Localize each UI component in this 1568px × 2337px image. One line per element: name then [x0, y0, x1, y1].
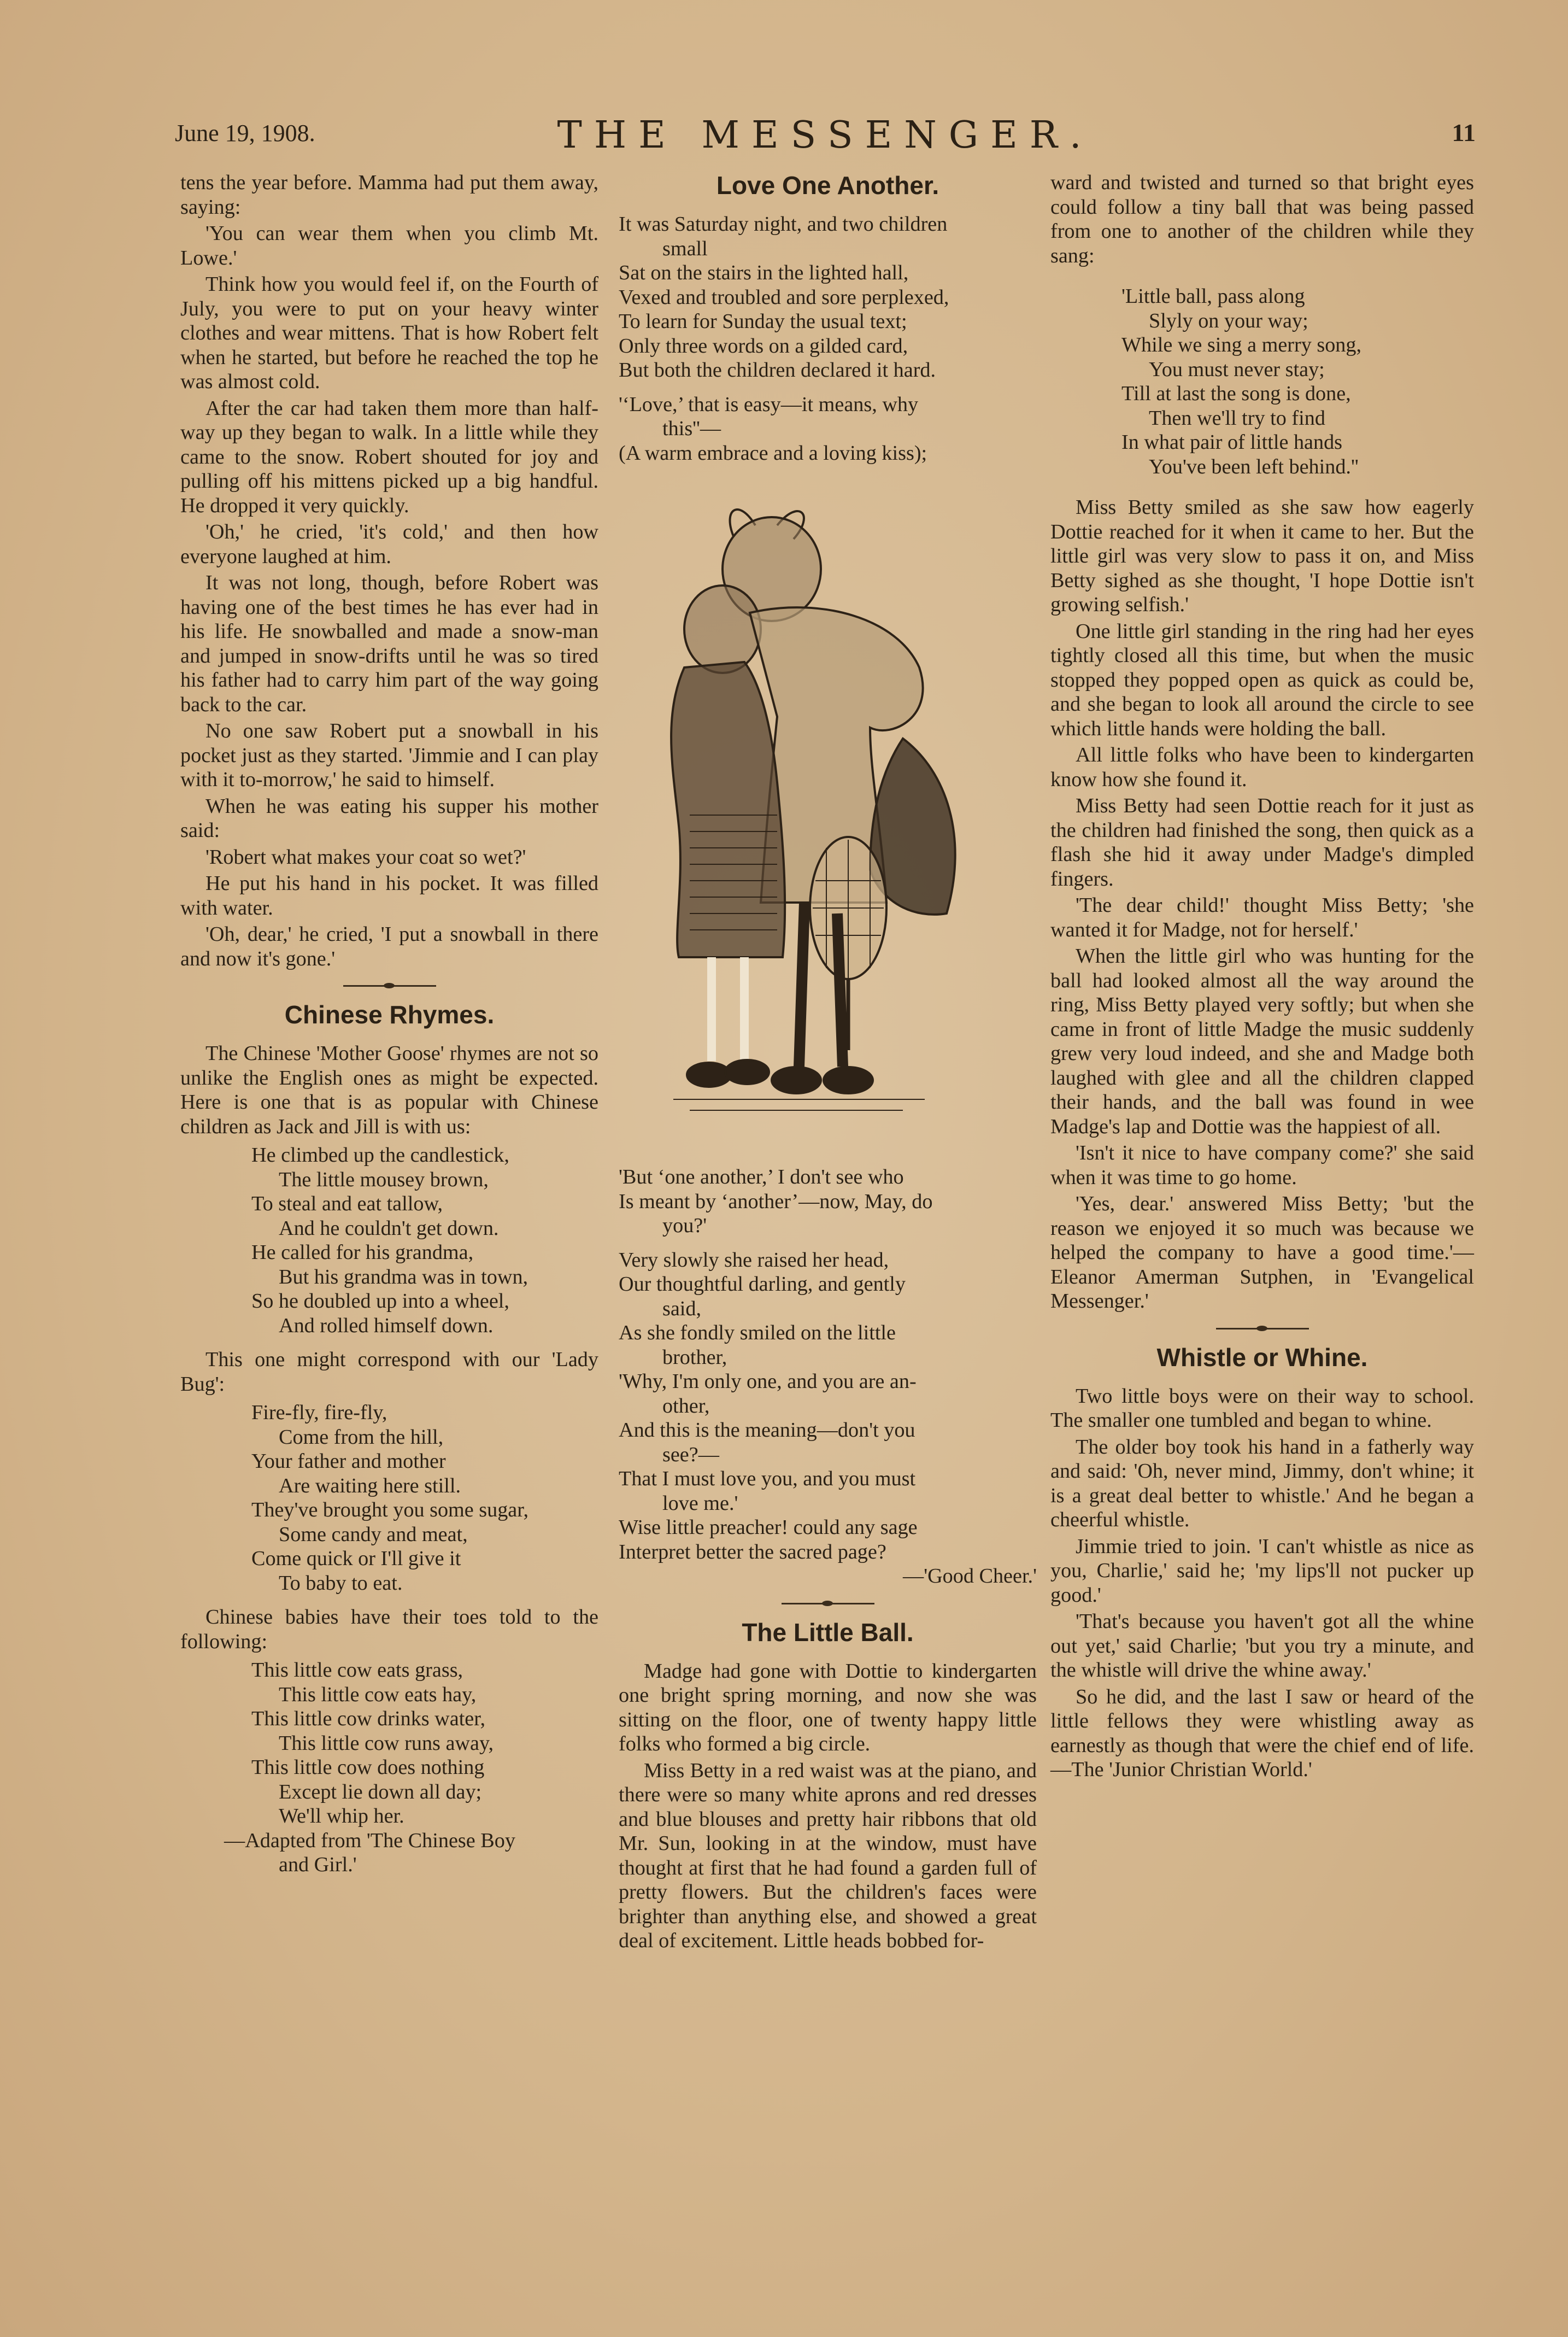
poem-line: love me.'	[662, 1491, 738, 1515]
poem-line: Only three words on a gilded card,	[619, 334, 908, 358]
poem-line: see?—	[662, 1443, 719, 1466]
poem-line: He called for his grandma,	[251, 1241, 474, 1264]
paragraph: It was not long, though, before Robert was having one of the best times he has ever had in his life. He snowballed and made a snow-man and jumped in snow-drifts until he was so tired his father had to carry him part of the way going back to the car.	[180, 571, 598, 716]
song-line: You've been left behind.''	[1149, 455, 1359, 478]
poem-line: Very slowly she raised her head,	[619, 1248, 889, 1272]
poem-line: Is meant by ‘another’—now, May, do	[619, 1190, 933, 1213]
poem-line: Sat on the stairs in the lighted hall,	[619, 261, 909, 284]
paragraph: After the car had taken them more than half-way up they began to walk. In a little while they came to the snow. Robert shouted for joy and pulling off his mittens picked up a big handful. He dropped it very quickly.	[180, 396, 598, 517]
poem-line: Your father and mother	[251, 1450, 446, 1473]
song-little-ball	[1050, 284, 1474, 479]
song-line: 'Little ball, pass along	[1121, 285, 1305, 308]
poem-line: It was Saturday night, and two children	[619, 213, 948, 236]
paragraph: 'That's because you haven't got all the whine out yet,' said Charlie; 'but you try a minute, and the whistle will drive the whine away.'	[1050, 1610, 1474, 1682]
poem-credit: and Girl.'	[279, 1853, 357, 1876]
poem-line: And this is the meaning—don't you	[619, 1419, 915, 1442]
poem-line: 'But ‘one another,’ I don't see who	[619, 1165, 904, 1188]
page-number: 11	[1452, 119, 1476, 147]
poem-line: That I must love you, and you must	[619, 1467, 916, 1490]
poem-line: But both the children declared it hard.	[619, 359, 936, 382]
poem-line: But his grandma was in town,	[279, 1265, 528, 1288]
poem-line: Our thoughtful darling, and gently	[619, 1273, 906, 1296]
poem-line: you?'	[662, 1214, 707, 1237]
poem-line: And rolled himself down.	[279, 1314, 494, 1337]
poem-line: Come quick or I'll give it	[251, 1547, 461, 1570]
paragraph: 'Oh, dear,' he cried, 'I put a snowball in there and now it's gone.'	[180, 923, 598, 970]
section-divider	[782, 1603, 874, 1604]
paragraph: One little girl standing in the ring had her eyes tightly closed all this time, but when the music stopped they popped open as quick as could be, and she began to look all around the circle to see which little hands were holding the ball.	[1050, 619, 1474, 740]
paragraph: Miss Betty in a red waist was at the piano, and there were so many white aprons and red dresses and blue blouses and pretty hair ribbons that old Mr. Sun, looking in at the window, must have thought at first that he had found a garden full of pretty flowers. But the children's faces were brighter than anything else, and showed a great deal of excitement. Little heads bobbed for-	[619, 1759, 1037, 1952]
poem-line: So he doubled up into a wheel,	[251, 1290, 509, 1313]
paragraph: Chinese babies have their toes told to the following:	[180, 1606, 598, 1653]
paragraph: No one saw Robert put a snowball in his pocket just as they started. 'Jimmie and I can play with it to-morrow,' he said to himself.	[180, 719, 598, 791]
poem-line: Wise little preacher! could any sage	[619, 1516, 918, 1539]
poem-line: This little cow runs away,	[279, 1731, 494, 1755]
poem-line: To learn for Sunday the usual text;	[619, 310, 907, 333]
poem-line: We'll whip her.	[279, 1805, 404, 1828]
article-heading: Whistle or Whine.	[1156, 1343, 1368, 1372]
paragraph: Miss Betty smiled as she saw how eagerly Dottie reached for it when it came to her. But the little girl was very slow to pass it on, and Miss Betty sighed as she thought, 'I hope Dottie isn't growing selfish.'	[1050, 496, 1474, 616]
poem-line: The little mousey brown,	[279, 1168, 489, 1191]
paragraph: So he did, and the last I saw or heard of the little fellows they were whistling away as earnestly as though that were the chief end of life.—The 'Junior Christian World.'	[1050, 1685, 1474, 1781]
poem-line: Come from the hill,	[279, 1425, 444, 1449]
article-heading: Chinese Rhymes.	[284, 1000, 495, 1029]
poem-line: (A warm embrace and a loving kiss);	[619, 441, 927, 465]
song-line: In what pair of little hands	[1121, 431, 1343, 454]
poem-line: Except lie down all day;	[279, 1780, 482, 1803]
poem-line: Vexed and troubled and sore perplexed,	[619, 285, 949, 309]
paragraph: The older boy took his hand in a fatherly way and said: 'Oh, never mind, Jimmy, don't whine; it is a great deal better to whistle.' And he began a cheerful whistle.	[1050, 1435, 1474, 1531]
poem-mouse	[180, 1143, 598, 1338]
poem-line: Some candy and meat,	[279, 1522, 468, 1546]
children-embracing-illustration	[641, 487, 1034, 1143]
paragraph: 'Isn't it nice to have company come?' she said when it was time to go home.	[1050, 1141, 1474, 1189]
paragraph: 'You can wear them when you climb Mt. Lowe.'	[180, 222, 598, 270]
poem-credit: —'Good Cheer.'	[903, 1565, 1037, 1588]
paragraph: 'Robert what makes your coat so wet?'	[205, 845, 526, 869]
poem-line: Are waiting here still.	[279, 1474, 461, 1497]
poem-line: This little cow eats grass,	[251, 1659, 463, 1682]
poem-line: To baby to eat.	[279, 1571, 403, 1595]
paragraph: When he was eating his supper his mother said:	[180, 794, 598, 842]
article-heading: The Little Ball.	[742, 1618, 914, 1647]
column-2	[619, 171, 1037, 1955]
paragraph: 'The dear child!' thought Miss Betty; 'she wanted it for Madge, not for herself.'	[1050, 894, 1474, 941]
paragraph: Miss Betty had seen Dottie reach for it just as the children had finished the song, then quick as a flash she hid it away under Madge's dimpled fingers.	[1050, 794, 1474, 891]
poem-line: To steal and eat tallow,	[251, 1192, 443, 1215]
issue-date: June 19, 1908.	[175, 120, 315, 147]
poem-line: This little cow does nothing	[251, 1756, 485, 1779]
poem-line: And he couldn't get down.	[279, 1216, 499, 1240]
poem-line: other,	[662, 1394, 710, 1418]
paragraph: 'Yes, dear.' answered Miss Betty; 'but the reason we enjoyed it so much was because we helped the company to have a good time.'—Eleanor Amerman Sutphen, in 'Evangelical Messenger.'	[1050, 1192, 1474, 1313]
poem-line: They've brought you some sugar,	[251, 1498, 528, 1521]
poem-line: said,	[662, 1297, 702, 1320]
poem-love-one-another	[619, 1165, 1037, 1238]
paragraph: Two little boys were on their way to school. The smaller one tumbled and began to whine.	[1050, 1384, 1474, 1432]
paragraph: 'Oh,' he cried, 'it's cold,' and then how everyone laughed at him.	[180, 520, 598, 568]
poem-line: He climbed up the candlestick,	[251, 1144, 509, 1167]
section-divider	[343, 985, 436, 987]
poem-line: this''—	[662, 417, 721, 440]
poem-line: '‘Love,’ that is easy—it means, why	[619, 393, 919, 416]
column-3	[1050, 171, 1474, 1784]
paragraph: This one might correspond with our 'Lady Bug':	[180, 1348, 598, 1396]
article-heading: Love One Another.	[716, 171, 939, 200]
poem-line: This little cow drinks water,	[251, 1707, 485, 1730]
poem-cow	[180, 1658, 598, 1877]
poem-firefly	[180, 1401, 598, 1595]
poem-line: As she fondly smiled on the little	[619, 1321, 896, 1344]
poem-line: 'Why, I'm only one, and you are an-	[619, 1370, 917, 1393]
poem-line: brother,	[662, 1345, 727, 1369]
paragraph: tens the year before. Mamma had put them away, saying:	[180, 171, 598, 219]
poem-love-one-another	[619, 1248, 1037, 1589]
poem-line: small	[662, 237, 708, 260]
poem-line: This little cow eats hay,	[279, 1683, 477, 1706]
paragraph: When the little girl who was hunting for the ball had looked almost all the way around the ring, Miss Betty played very softly; but when she came in front of little Madge the music suddenly grew very loud indeed, and she and Madge both laughed with glee and all the children clapped their hands, and the ball was found in wee Madge's lap and Dottie was the happiest of all.	[1050, 945, 1474, 1138]
column-1	[180, 171, 598, 1887]
poem-love-one-another	[619, 393, 1037, 466]
poem-credit: —Adapted from 'The Chinese Boy	[224, 1829, 515, 1852]
song-line: Till at last the song is done,	[1121, 382, 1351, 405]
paragraph: Think how you would feel if, on the Fourth of July, you were to put on your heavy winter clothes and wear mittens. That is how Robert felt when he started, but before he reached the top he was almost cold.	[180, 273, 598, 393]
poem-love-one-another	[619, 212, 1037, 383]
paragraph: Madge had gone with Dottie to kindergarten one bright spring morning, and now she was sitting on the floor, one of twenty happy little folks who formed a big circle.	[619, 1659, 1037, 1755]
song-line: You must never stay;	[1149, 358, 1325, 381]
paragraph: The Chinese 'Mother Goose' rhymes are not so unlike the English ones as might be expected. Here is one that is as popular with Chinese children as Jack and Jill is with us:	[180, 1042, 598, 1138]
song-line: Then we'll try to find	[1149, 406, 1325, 430]
masthead	[175, 114, 1476, 157]
paragraph: All little folks who have been to kindergarten know how she found it.	[1050, 743, 1474, 791]
poem-line: Fire-fly, fire-fly,	[251, 1401, 387, 1424]
song-line: Slyly on your way;	[1149, 309, 1308, 332]
poem-line: Interpret better the sacred page?	[619, 1540, 886, 1563]
paragraph: Jimmie tried to join. 'I can't whistle as nice as you, Charlie,' said he; 'my lips'll not pucker up good.'	[1050, 1534, 1474, 1607]
section-divider	[1216, 1328, 1309, 1329]
newspaper-title: THE MESSENGER.	[557, 114, 1094, 157]
paragraph: He put his hand in his pocket. It was filled with water.	[180, 872, 598, 919]
paragraph: ward and twisted and turned so that bright eyes could follow a tiny ball that was being passed from one to another of the children while they sang:	[1050, 171, 1474, 267]
song-line: While we sing a merry song,	[1121, 333, 1362, 356]
